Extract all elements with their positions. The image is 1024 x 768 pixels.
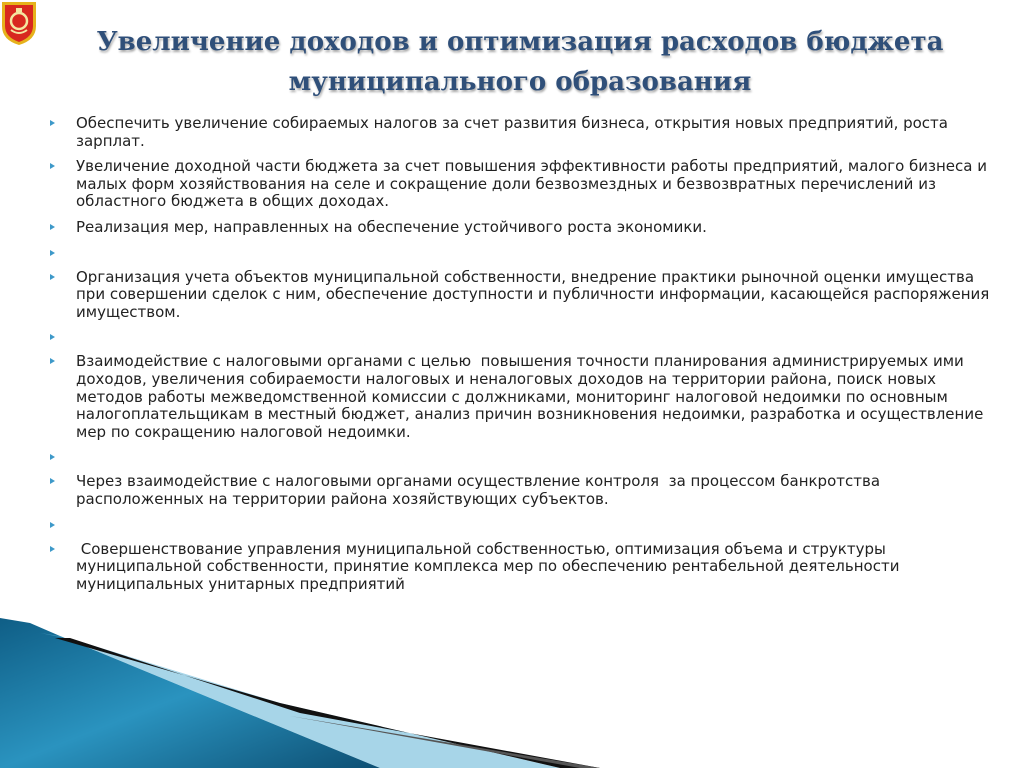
triangle-bullet-icon [50, 358, 55, 364]
list-item-text: Совершенствование управления муниципальной собственностью, оптимизация объема и структуры муниципальной собственности, принятие комплекса мер по обеспечению рентабельной деятельности муниципальных унитарных предприятий [76, 539, 905, 593]
triangle-bullet-icon [50, 224, 55, 230]
list-item-text: Взаимодействие с налоговыми органами с целью повышения точности планирования администрируемых ими доходов, увеличения собираемости налоговых и неналоговых доходов на территории района, поиск новых методов работы межведомственной комиссии с должниками, мониторинг налоговой недоимки по основным налогоплательщикам в местный бюджет, анализ причин возникновения недоимки, разработка и осуществление мер по сокращению налоговой недоимки. [76, 352, 989, 441]
coat-of-arms-icon [0, 0, 38, 46]
decorative-wave [0, 618, 1024, 768]
triangle-bullet-icon [50, 250, 55, 256]
triangle-bullet-icon [50, 546, 55, 552]
list-item-text: Реализация мер, направленных на обеспечение устойчивого роста экономики. [76, 217, 707, 236]
title-line-2: муниципального образования [288, 67, 752, 97]
bullet-list [46, 115, 1006, 601]
triangle-bullet-icon [50, 163, 55, 169]
triangle-bullet-icon [50, 454, 55, 460]
triangle-bullet-icon [50, 334, 55, 340]
list-item [46, 473, 1006, 508]
list-item-text: Обеспечить увеличение собираемых налогов за счет развития бизнеса, открытия новых предприятий, роста зарплат. [76, 114, 953, 150]
triangle-bullet-icon [50, 478, 55, 484]
list-item [46, 245, 1006, 261]
title-line-1: Увеличение доходов и оптимизация расходов бюджета [96, 27, 944, 57]
list-item [46, 541, 1006, 594]
list-item [46, 269, 1006, 322]
list-item-text: Увеличение доходной части бюджета за счет повышения эффективности работы предприятий, малого бизнеса и малых форм хозяйствования на селе и сокращение доли безвозмездных и безвозвратных перечислений из областного бюджета в общих доходах. [76, 157, 992, 211]
triangle-bullet-icon [50, 522, 55, 528]
list-item-text: Через взаимодействие с налоговыми органами осуществление контроля за процессом банкротства расположенных на территории района хозяйствующих субъектов. [76, 472, 885, 508]
list-item [46, 219, 1006, 237]
list-item [46, 353, 1006, 441]
list-item [46, 517, 1006, 533]
list-item [46, 158, 1006, 211]
list-item-text: Организация учета объектов муниципальной собственности, внедрение практики рыночной оценки имущества при совершении сделок с ним, обеспечение доступности и публичности информации, касающейся распоряжения имуществом. [76, 267, 995, 321]
list-item [46, 329, 1006, 345]
triangle-bullet-icon [50, 120, 55, 126]
list-item [46, 115, 1006, 150]
list-item [46, 449, 1006, 465]
slide-title [60, 22, 980, 102]
triangle-bullet-icon [50, 274, 55, 280]
